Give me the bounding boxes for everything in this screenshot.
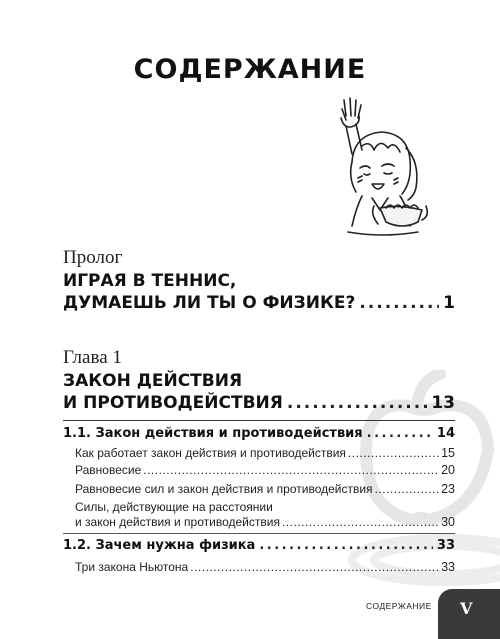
footer-label: СОДЕРЖАНИЕ	[366, 601, 432, 611]
page-number: V	[460, 599, 473, 618]
chapter-1-label: Глава 1	[63, 347, 122, 368]
section-1-1-title: 1.1. Закон действия и противодействия	[63, 426, 363, 441]
subsection-page: 20	[441, 463, 455, 477]
chapter-1-title-text: И ПРОТИВОДЕЙСТВИЯ	[63, 393, 283, 413]
section-1-2[interactable]	[63, 538, 455, 553]
section-1-1[interactable]	[63, 426, 455, 441]
leader-dots	[282, 515, 439, 530]
subsection-page: 33	[441, 560, 455, 574]
subsection-title-line2: и закон действия и противодействия	[75, 515, 280, 529]
subsection-title-line1: Силы, действующие на расстоянии	[75, 500, 273, 514]
leader-dots	[375, 482, 440, 497]
waving-girl-illustration	[322, 96, 448, 238]
section-1-2-page: 33	[436, 538, 455, 553]
prolog-title-line2	[63, 292, 455, 314]
prolog-title-text: ДУМАЕШЬ ЛИ ТЫ О ФИЗИКЕ?	[63, 293, 356, 313]
leader-dots	[190, 560, 439, 575]
leader-dots	[367, 426, 433, 441]
page-title: СОДЕРЖАНИЕ	[133, 54, 367, 85]
subsection-item[interactable]	[75, 560, 455, 575]
leader-dots	[287, 392, 427, 414]
leader-dots	[143, 463, 439, 478]
subsection-item[interactable]	[75, 500, 455, 530]
subsection-title: Как работает закон действия и противодействия	[75, 446, 346, 460]
chapter-1-page-number: 13	[431, 393, 455, 413]
leader-dots	[359, 292, 439, 314]
section-1-1-page: 14	[436, 426, 455, 441]
prolog-title-line1: ИГРАЯ В ТЕННИС,	[63, 271, 237, 291]
subsection-title: Равновесие сил и закон действия и противодействия	[75, 482, 373, 496]
subsection-page: 30	[441, 515, 455, 529]
page-number-tab	[438, 589, 500, 639]
subsection-page: 15	[441, 446, 455, 460]
section-1-2-title: 1.2. Зачем нужна физика	[63, 538, 256, 553]
subsection-item[interactable]	[75, 463, 455, 478]
subsection-page: 23	[441, 482, 455, 496]
subsection-title: Равновесие	[75, 463, 142, 477]
chapter-1-title[interactable]	[63, 370, 455, 414]
prolog-label: Пролог	[63, 247, 123, 268]
subsection-title: Три закона Ньютона	[75, 560, 189, 574]
prolog-page-number: 1	[443, 293, 455, 313]
subsection-title-line2-row	[75, 515, 455, 530]
leader-dots	[348, 446, 439, 461]
leader-dots	[259, 538, 433, 553]
chapter-1-title-line2	[63, 392, 455, 414]
subsection-item[interactable]	[75, 482, 455, 497]
section-divider	[63, 533, 455, 534]
subsection-item[interactable]	[75, 446, 455, 461]
chapter-1-title-line1: ЗАКОН ДЕЙСТВИЯ	[63, 371, 243, 391]
prolog-title[interactable]	[63, 270, 455, 314]
chapter-divider	[63, 420, 455, 421]
